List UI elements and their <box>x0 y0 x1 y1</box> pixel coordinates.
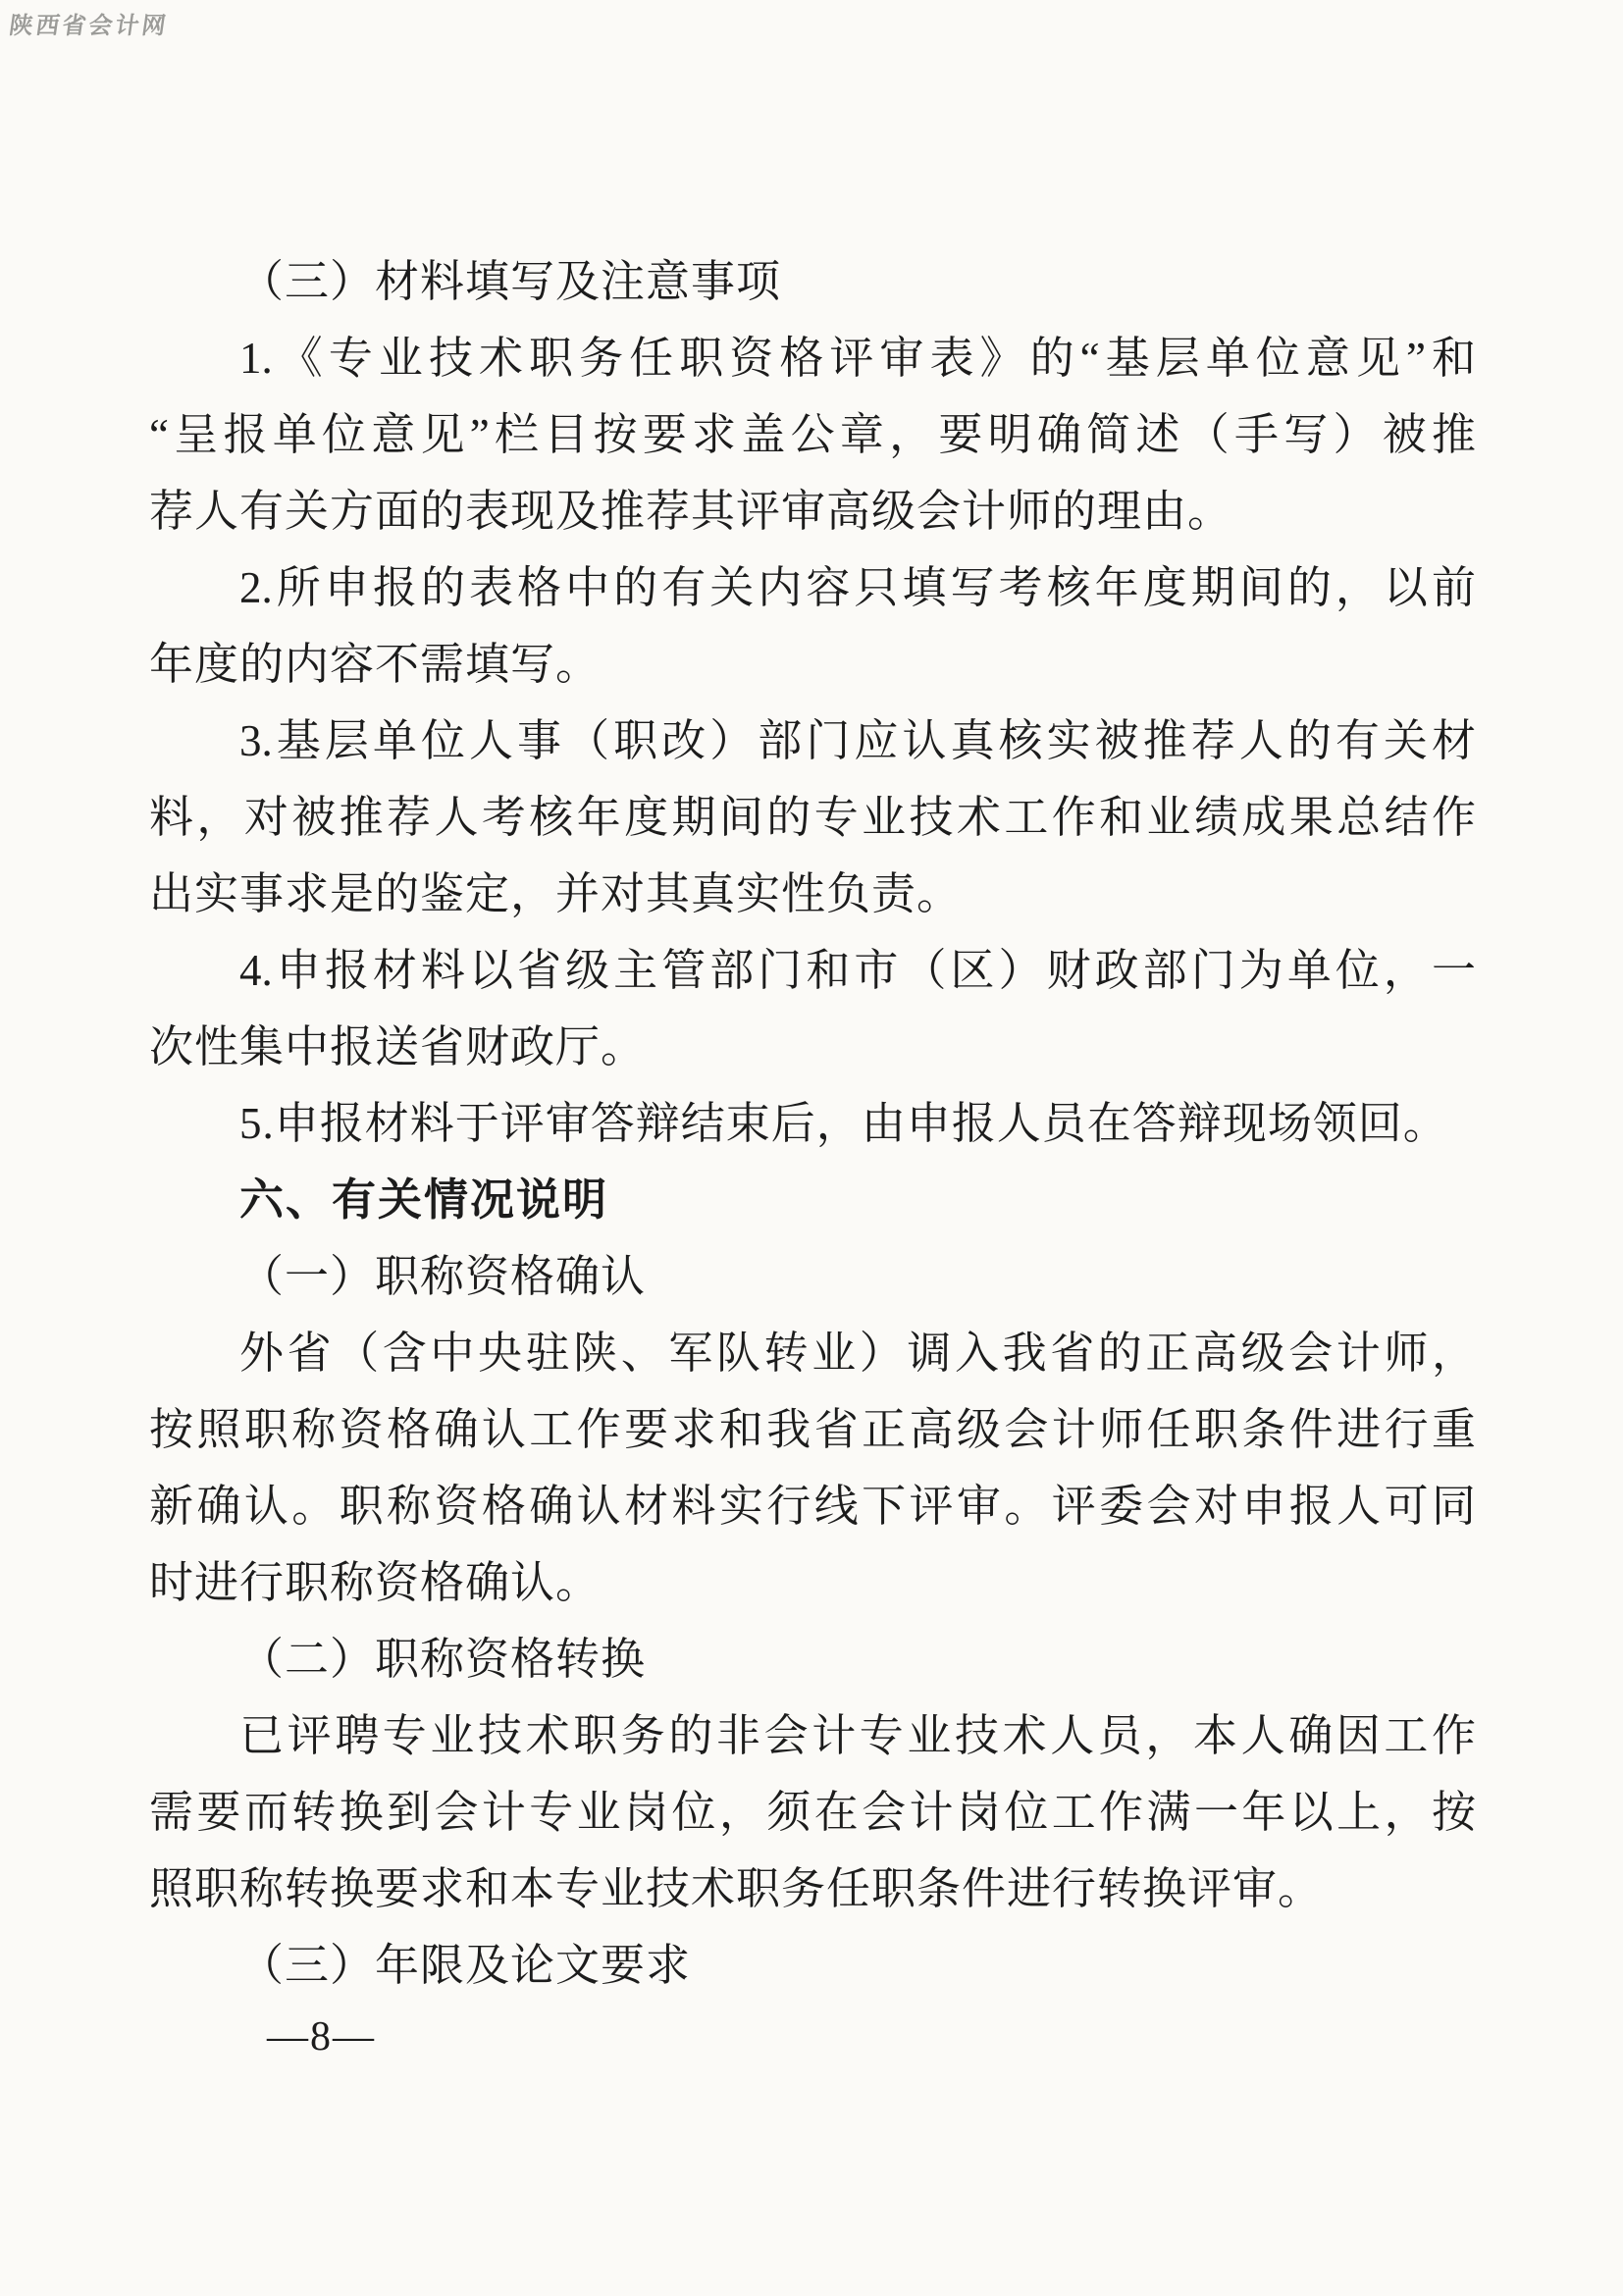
text-line: 料，对被推荐人考核年度期间的专业技术工作和业绩成果总结作 <box>149 793 1476 842</box>
text-line: 照职称转换要求和本专业技术职务任职条件进行转换评审。 <box>149 1864 1324 1913</box>
text-line: 荐人有关方面的表现及推荐其评审高级会计师的理由。 <box>149 487 1233 536</box>
text-line: 4.申报材料以省级主管部门和市（区）财政部门为单位，一 <box>239 946 1476 995</box>
page-number: —8— <box>267 2014 376 2060</box>
text-line: 年度的内容不需填写。 <box>149 640 602 689</box>
document-body <box>149 243 1476 2004</box>
text-line: “呈报单位意见”栏目按要求盖公章，要明确简述（手写）被推 <box>149 410 1476 459</box>
text-line: 1.《专业技术职务任职资格评审表》的“基层单位意见”和 <box>239 334 1476 383</box>
text-line: 外省（含中央驻陕、军队转业）调入我省的正高级会计师， <box>239 1329 1476 1378</box>
text-line: 出实事求是的鉴定，并对其真实性负责。 <box>149 869 963 918</box>
text-line: （三）年限及论文要求 <box>239 1941 692 1990</box>
text-line: 次性集中报送省财政厅。 <box>149 1022 647 1071</box>
text-line: 新确认。职称资格确认材料实行线下评审。评委会对申报人可同 <box>149 1482 1476 1531</box>
text-line: （二）职称资格转换 <box>239 1635 647 1684</box>
text-line: 2.所申报的表格中的有关内容只填写考核年度期间的，以前 <box>239 563 1476 612</box>
watermark-site-name: 陕西省会计网 <box>7 13 171 39</box>
text-line: 已评聘专业技术职务的非会计专业技术人员，本人确因工作 <box>239 1711 1476 1760</box>
text-line: （一）职称资格确认 <box>239 1252 647 1301</box>
text-line: 按照职称资格确认工作要求和我省正高级会计师任职条件进行重 <box>149 1405 1476 1454</box>
text-line: （三）材料填写及注意事项 <box>239 257 782 306</box>
text-line: 3.基层单位人事（职改）部门应认真核实被推荐人的有关材 <box>239 716 1476 765</box>
text-line: 需要而转换到会计专业岗位，须在会计岗位工作满一年以上，按 <box>149 1788 1476 1837</box>
section-heading-line: 六、有关情况说明 <box>239 1174 609 1225</box>
text-line: 5.申报材料于评审答辩结束后，由申报人员在答辩现场领回。 <box>239 1099 1448 1148</box>
text-line: 时进行职称资格确认。 <box>149 1558 602 1607</box>
